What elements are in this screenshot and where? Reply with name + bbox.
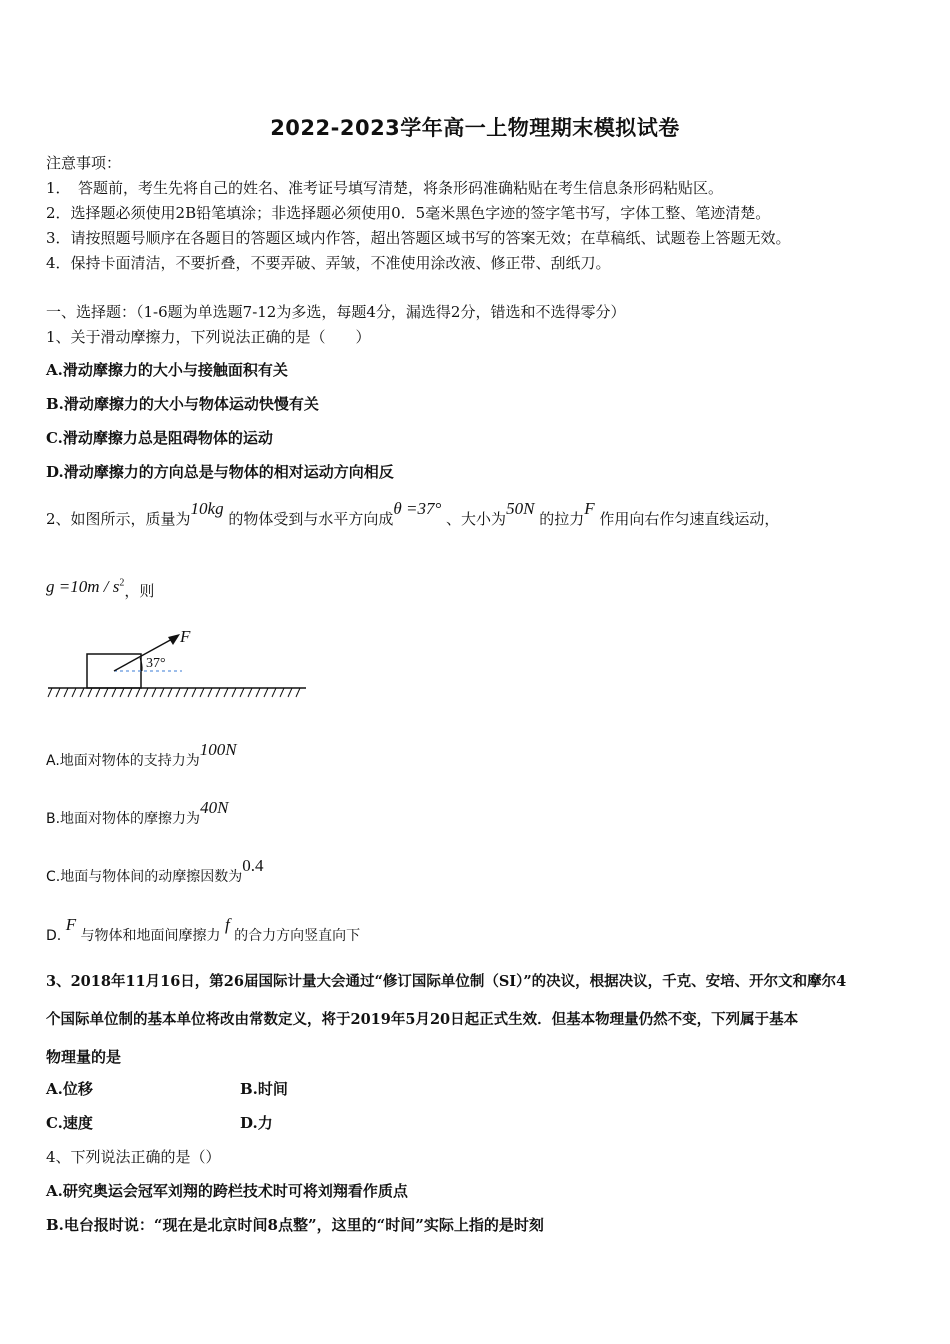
q4-option-a: A.研究奥运会冠军刘翔的跨栏技术时可将刘翔看作质点 (46, 1182, 408, 1200)
notes-heading: 注意事项： (46, 154, 122, 172)
q2-option-a-value: 100N (199, 740, 237, 759)
q2-then: ，则 (124, 582, 155, 600)
q3-line-2: 个国际单位制的基本单位将改由常数定义，将于2019年5月20日起正式生效．但基本物理量仍然不变，下列属于基本 (46, 1011, 799, 1028)
q2-option-d-force: F (65, 915, 77, 934)
q2-option-b: B.地面对物体的摩擦力为40N (46, 798, 229, 827)
force-label: F (180, 627, 191, 646)
q2-option-d: D. F 与物体和地面间摩擦力 f 的合力方向竖直向下 (46, 915, 361, 944)
q2-angle: θ =37° (393, 499, 442, 518)
note-item-2: 2．选择题必须使用2B铅笔填涂；非选择题必须使用0．5毫米黑色字迹的签字笔书写，字体工整、笔迹清楚。 (46, 204, 771, 222)
q2-option-b-value: 40N (200, 798, 229, 817)
q2-stem (46, 499, 780, 529)
q1-option-a: A.滑动摩擦力的大小与接触面积有关 (46, 361, 288, 379)
q2-text-1: 2、如图所示，质量为 (46, 510, 191, 528)
q2-option-c: C.地面与物体间的动摩擦因数为0.4 (46, 856, 264, 885)
q2-option-d-friction: f (224, 915, 230, 934)
q3-line-1: 3、2018年11月16日，第26届国际计量大会通过“修订国际单位制（SI）”的决议，根据决议，千克、安培、开尔文和摩尔4 (46, 973, 847, 990)
section-heading: 一、选择题：（1-6题为单选题7-12为多选，每题4分，漏选得2分，错选和不选得零分） (46, 303, 626, 321)
q2-option-a: A.地面对物体的支持力为100N (46, 740, 237, 769)
q2-text-3: 、大小为 (446, 510, 507, 528)
q2-gravity: $g =10m / s^2$ (46, 577, 125, 596)
q3-option-a: A.位移 (46, 1080, 93, 1098)
q2-mass: 10kg (190, 499, 224, 518)
q3-option-d: D.力 (240, 1114, 273, 1132)
angle-label: 37° (146, 656, 166, 671)
q2-text-5: 作用向右作匀速直线运动， (599, 510, 780, 528)
force-arrowhead (168, 634, 180, 645)
q2-force-value: 50N (506, 499, 535, 518)
q1-option-b: B.滑动摩擦力的大小与物体运动快慢有关 (46, 395, 319, 413)
q4-stem: 4、下列说法正确的是（） (46, 1148, 221, 1166)
q4-option-b: B.电台报时说：“现在是北京时间8点整”，这里的“时间”实际上指的是时刻 (46, 1216, 544, 1234)
note-item-4: 4．保持卡面清洁，不要折叠，不要弄破、弄皱，不准使用涂改液、修正带、刮纸刀。 (46, 254, 611, 272)
q3-option-b: B.时间 (240, 1080, 288, 1098)
q2-figure (44, 624, 308, 700)
q2-force-symbol: F (584, 499, 595, 518)
q1-option-d: D.滑动摩擦力的方向总是与物体的相对运动方向相反 (46, 463, 394, 481)
q1-stem: 1、关于滑动摩擦力，下列说法正确的是（ ） (46, 328, 371, 346)
q2-text-2: 的物体受到与水平方向成 (228, 510, 394, 528)
q2-text-4: 的拉力 (539, 510, 585, 528)
q1-option-c: C.滑动摩擦力总是阻碍物体的运动 (46, 429, 273, 447)
q3-option-c: C.速度 (46, 1114, 93, 1132)
page-title: 2022-2023学年高一上物理期末模拟试卷 (270, 116, 680, 140)
q3-line-3: 物理量的是 (46, 1048, 122, 1066)
q2-option-c-value: 0.4 (242, 856, 264, 875)
q2-gravity-line (46, 577, 155, 601)
note-item-1: 1． 答题前，考生先将自己的姓名、准考证号填写清楚，将条形码准确粘贴在考生信息条形码粘贴区。 (46, 179, 724, 197)
note-item-3: 3．请按照题号顺序在各题目的答题区域内作答，超出答题区域书写的答案无效；在草稿纸、试题卷上答题无效。 (46, 229, 791, 247)
ground-hatching (48, 688, 300, 697)
